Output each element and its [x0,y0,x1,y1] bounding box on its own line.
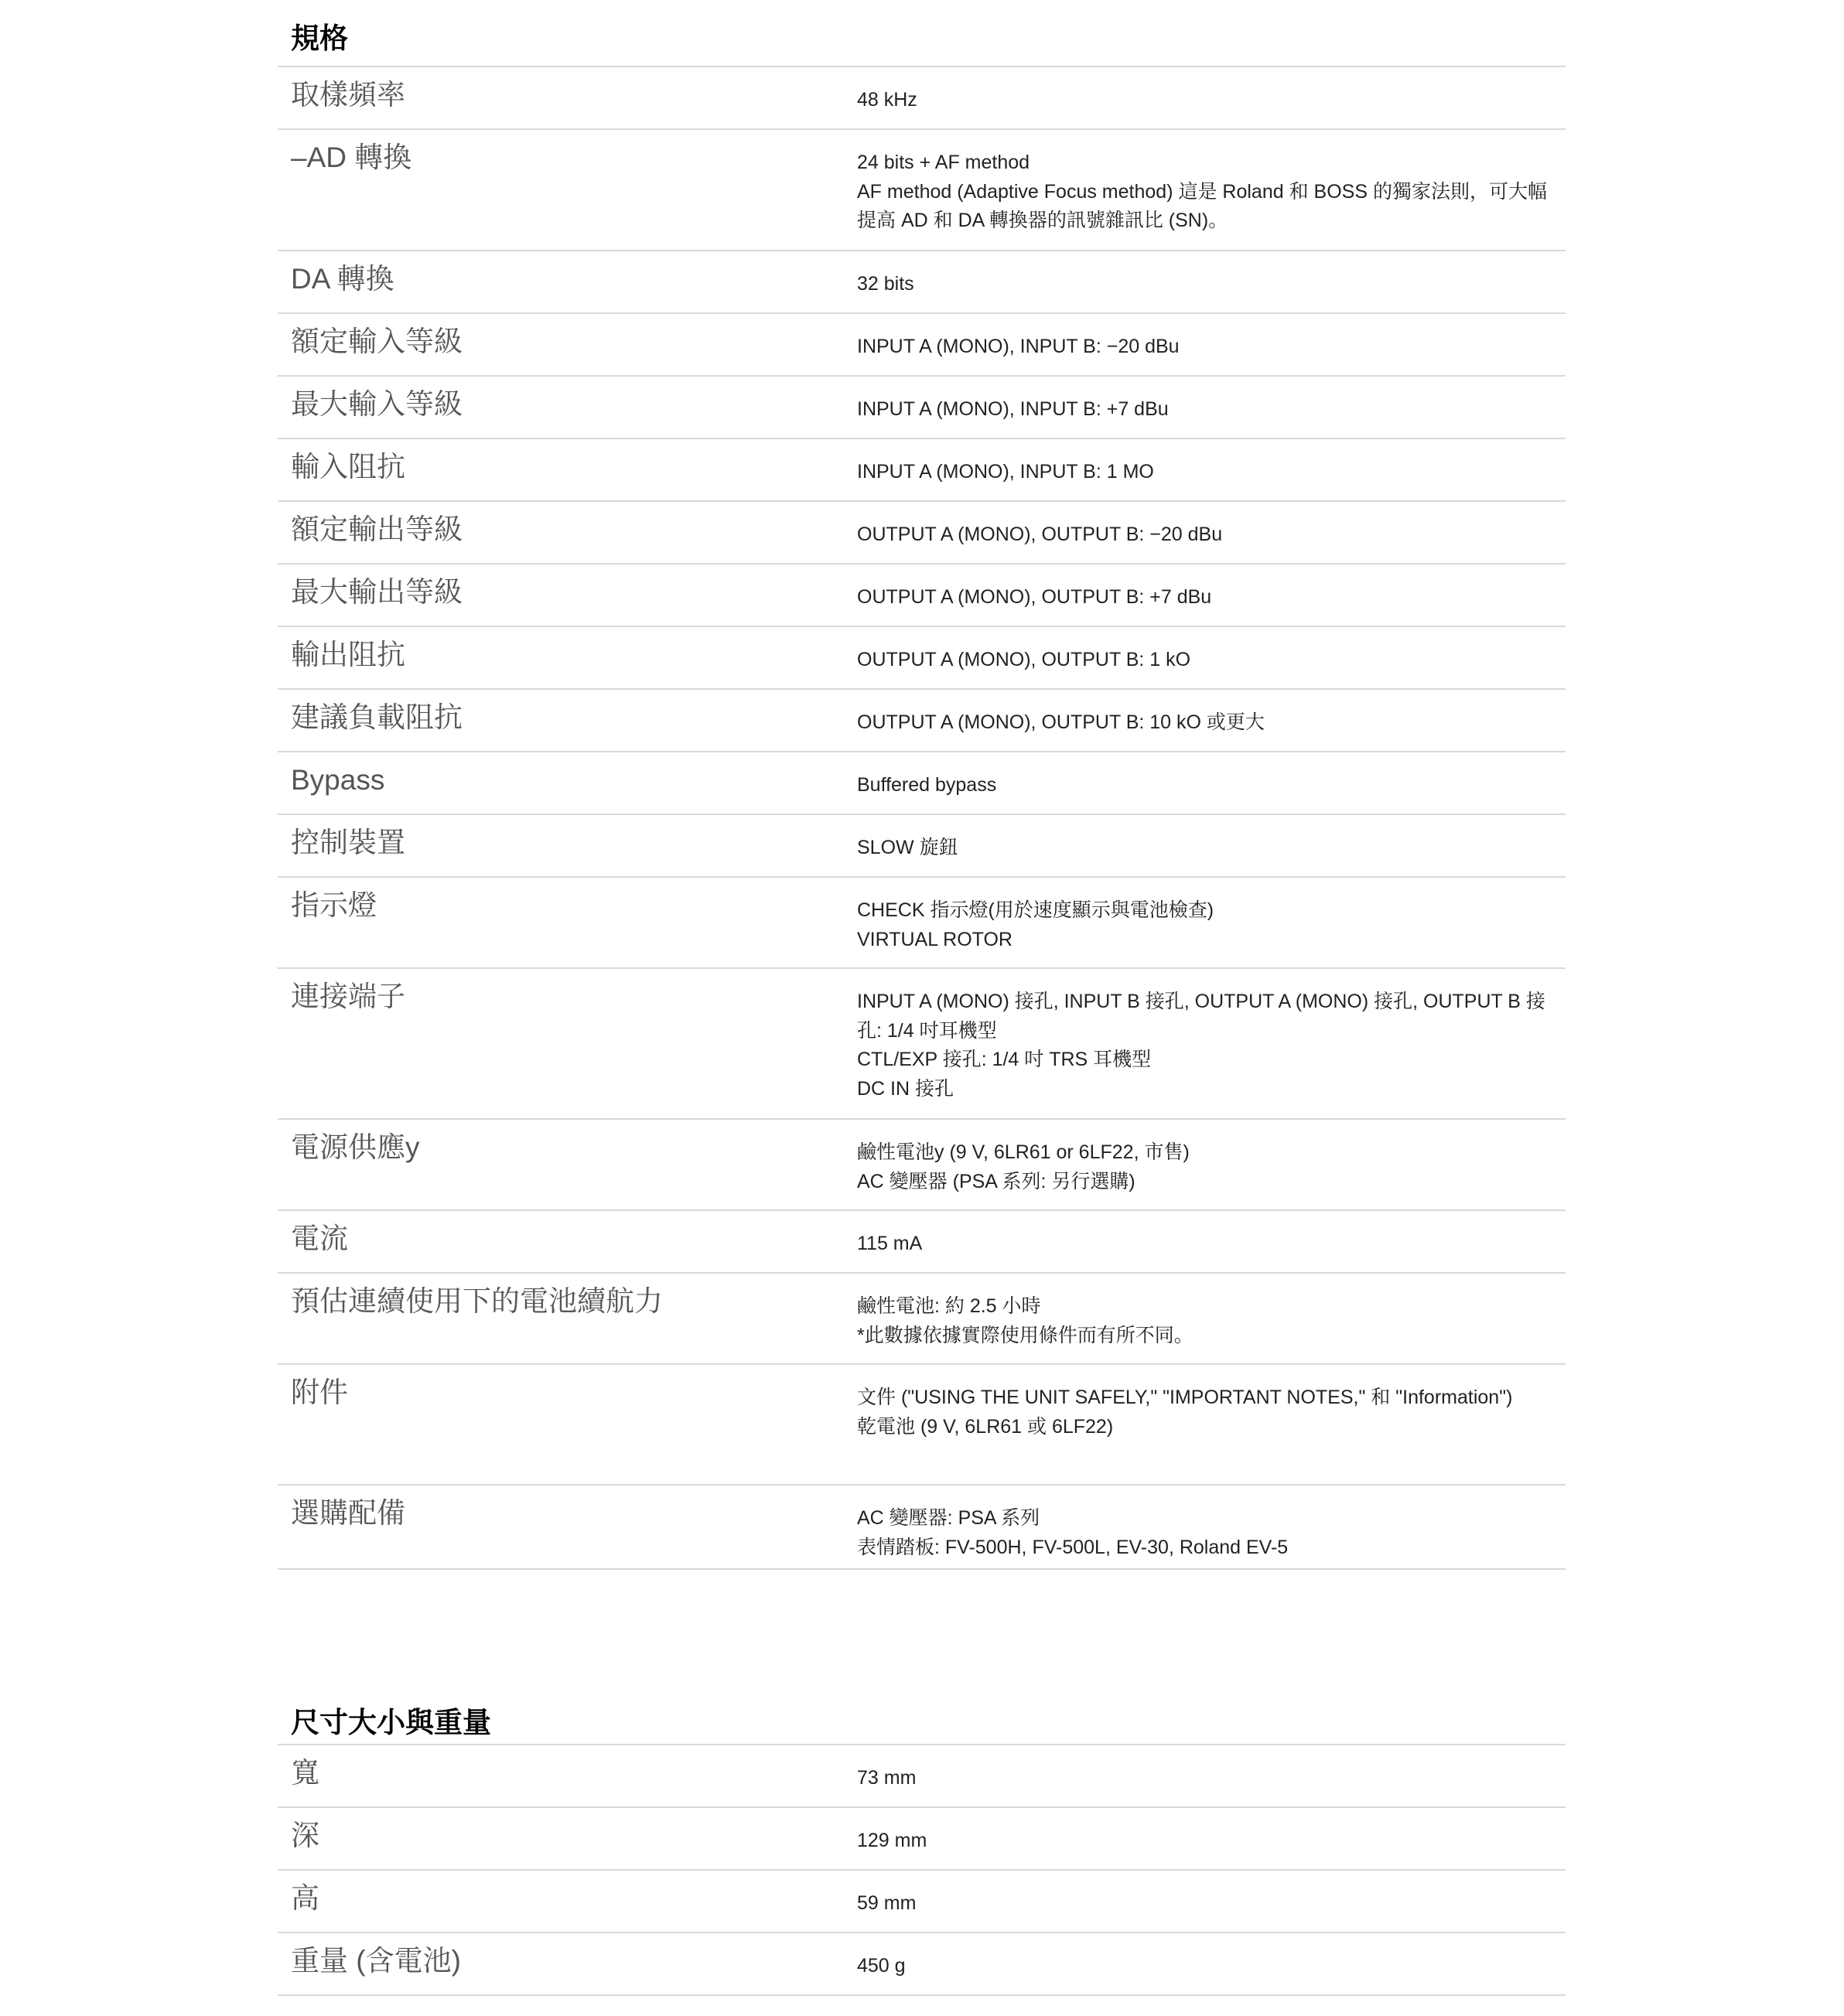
spec-row-input-impedance [278,439,1566,502]
dimension-value [857,1871,1566,1916]
spec-value [857,752,1566,798]
spec-value-line: AC 變壓器: PSA 系列 [857,1507,1040,1529]
spec-value [857,565,1566,610]
spec-value [857,377,1566,422]
dimension-value [857,1745,1566,1791]
spec-row-controls [278,815,1566,878]
spec-value [857,1120,1566,1194]
dimension-value-line: 129 mm [857,1830,927,1851]
spec-label: 電源供應y [291,1131,420,1163]
spec-row-power-supply [278,1120,1566,1211]
spec-value [857,969,1566,1103]
spec-label: DA 轉換 [291,263,394,295]
spec-value-line: INPUT A (MONO), INPUT B: +7 dBu [857,398,1169,420]
spec-value-line: 115 mA [857,1233,923,1254]
spec-row-max-output-level [278,565,1566,627]
specs-table [278,66,1566,1570]
spec-value-line: OUTPUT A (MONO), OUTPUT B: +7 dBu [857,586,1212,608]
section-spacer [278,1570,1566,1704]
spec-row-max-input-level [278,377,1566,439]
spec-value [857,1365,1566,1469]
spec-label: Bypass [291,764,385,796]
spec-label: 建議負載阻抗 [291,701,463,733]
spec-value [857,627,1566,673]
spec-value [857,130,1566,234]
spec-label: 控制裝置 [291,827,405,858]
spec-row-output-impedance [278,627,1566,690]
spec-value-line: 表情踏板: FV-500H, FV-500L, EV-30, Roland EV-5 [857,1536,1289,1558]
spec-value-line: AF method (Adaptive Focus method) 這是 Roland 和 BOSS 的獨家法則，可大幅提高 AD 和 DA 轉換器的訊號雜訊比 (SN)。 [857,180,1547,231]
spec-value [857,1274,1566,1348]
spec-value [857,1211,1566,1257]
spec-label: 最大輸出等級 [291,576,463,608]
spec-label: 連接端子 [291,981,405,1012]
spec-value-line: SLOW 旋鈕 [857,837,958,858]
spec-value-line: 鹼性電池: 約 2.5 小時 [857,1295,1041,1317]
spec-value-line: OUTPUT A (MONO), OUTPUT B: 10 kO 或更大 [857,711,1265,733]
spec-value-line: INPUT A (MONO), INPUT B: 1 MO [857,461,1154,483]
spec-value-line: OUTPUT A (MONO), OUTPUT B: −20 dBu [857,524,1223,545]
spec-label: 電流 [291,1223,348,1254]
spec-label: 輸入阻抗 [291,451,405,483]
dimension-label: 深 [291,1820,319,1851]
dimension-label: 重量 (含電池) [291,1945,461,1977]
spec-label: 輸出阻抗 [291,639,405,670]
dimension-value [857,1933,1566,1979]
spec-label: 取樣頻率 [291,79,405,111]
dimension-value-line: 59 mm [857,1892,917,1914]
spec-row-nominal-input-level [278,314,1566,377]
spec-row-da-conversion [278,251,1566,314]
spec-label: 選購配備 [291,1497,405,1529]
spec-label: 附件 [291,1376,348,1408]
dimension-row-width [278,1745,1566,1808]
spec-row-sampling-rate [278,67,1566,130]
spec-row-current [278,1211,1566,1274]
spec-row-battery-life [278,1274,1566,1365]
spec-label: 預估連續使用下的電池續航力 [291,1285,663,1317]
spec-row-ad-conversion [278,130,1566,251]
spec-value [857,690,1566,735]
spec-value-line: 鹼性電池y (9 V, 6LR61 or 6LF22, 市售) [857,1141,1190,1163]
spec-label: –AD 轉換 [291,142,412,173]
spec-row-indicators [278,878,1566,969]
specs-section-title: 規格 [291,22,348,54]
dimensions-section-title: 尺寸大小與重量 [291,1707,491,1738]
dimension-row-weight [278,1933,1566,1996]
dimensions-table [278,1744,1566,1996]
dimension-value-line: 73 mm [857,1767,917,1789]
dimension-label: 高 [291,1882,319,1914]
spec-value-line: 48 kHz [857,89,917,111]
spec-value-line: CTL/EXP 接孔: 1/4 吋 TRS 耳機型 [857,1049,1152,1070]
dimension-value [857,1808,1566,1854]
spec-value [857,439,1566,485]
spec-value [857,815,1566,861]
spec-value [857,502,1566,547]
spec-value-line: 乾電池 (9 V, 6LR61 或 6LF22) [857,1415,1114,1438]
spec-value-line: 32 bits [857,273,914,295]
spec-value-line: OUTPUT A (MONO), OUTPUT B: 1 kO [857,649,1191,670]
spec-value [857,67,1566,113]
spec-label: 指示燈 [291,889,377,921]
spec-value-line: *此數據依據實際使用條件而有所不同。 [857,1324,1193,1346]
dimension-row-height [278,1871,1566,1933]
spec-value-line: INPUT A (MONO) 接孔, INPUT B 接孔, OUTPUT A (MONO) 接孔, OUTPUT B 接孔: 1/4 吋耳機型 [857,991,1545,1042]
spec-value-line: 文件 ("USING THE UNIT SAFELY," "IMPORTANT NOTES," 和 "Information") [857,1387,1513,1408]
spec-value [857,878,1566,952]
spec-value [857,251,1566,297]
spec-row-accessories [278,1365,1566,1486]
spec-value-line: VIRTUAL ROTOR [857,928,1012,950]
spec-value [857,1486,1566,1558]
spec-page [278,0,1566,1996]
spec-value [857,314,1566,360]
dimension-row-depth [278,1808,1566,1871]
spec-value-line: DC IN 接孔 [857,1077,954,1100]
spec-value-line: AC 變壓器 (PSA 系列: 另行選購) [857,1170,1135,1192]
spec-value-line: 24 bits + AF method [857,152,1030,173]
spec-row-connectors [278,969,1566,1120]
spec-row-bypass [278,752,1566,815]
spec-value-line: Buffered bypass [857,774,997,796]
spec-value-line: INPUT A (MONO), INPUT B: −20 dBu [857,336,1180,357]
spec-label: 額定輸出等級 [291,513,463,545]
spec-label: 最大輸入等級 [291,388,463,420]
spec-value-line: CHECK 指示燈(用於速度顯示與電池檢查) [857,899,1214,921]
spec-row-load-impedance [278,690,1566,752]
spec-row-options [278,1486,1566,1570]
spec-label: 額定輸入等級 [291,326,463,357]
dimension-value-line: 450 g [857,1955,906,1977]
dimension-label: 寬 [291,1757,319,1789]
spec-row-nominal-output-level [278,502,1566,565]
